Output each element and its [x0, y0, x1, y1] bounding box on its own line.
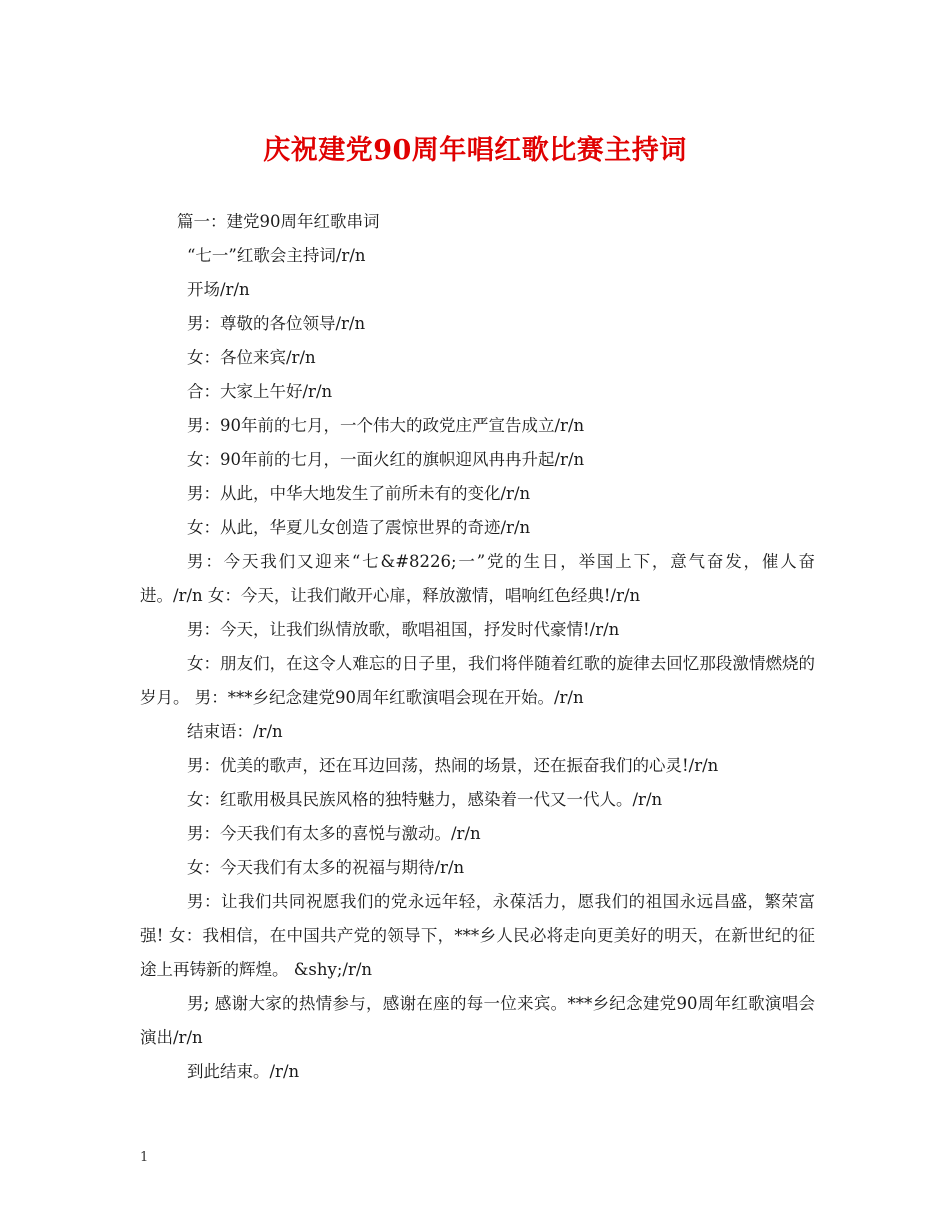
text-paragraph: 男; 感谢大家的热情参与，感谢在座的每一位来宾。***乡纪念建党90周年红歌演唱会演出/r/n — [140, 994, 815, 1047]
text-paragraph: 男：今天我们又迎来“七&#8226;一”党的生日，举国上下，意气奋发，催人奋进。/r/n 女：今天，让我们敞开心扉，释放激情，唱响红色经典!/r/n — [140, 552, 815, 605]
text-line: 男：90年前的七月，一个伟大的政党庄严宣告成立/r/n — [187, 416, 585, 435]
text-line: 男：尊敬的各位领导/r/n — [187, 314, 366, 333]
document-body — [140, 205, 815, 1089]
text-line: 合：大家上午好/r/n — [187, 382, 333, 401]
text-line: 女：今天我们有太多的祝福与期待/r/n — [187, 858, 465, 877]
text-line: 女：各位来宾/r/n — [187, 348, 316, 367]
document-title: 庆祝建党90周年唱红歌比赛主持词 — [263, 135, 687, 166]
section-heading: 篇一：建党90周年红歌串词 — [177, 212, 380, 231]
text-line: 女：红歌用极具民族风格的独特魅力，感染着一代又一代人。/r/n — [187, 790, 663, 809]
text-line: 男：今天，让我们纵情放歌，歌唱祖国，抒发时代豪情!/r/n — [187, 620, 620, 639]
text-line: “七一”红歌会主持词/r/n — [187, 246, 366, 265]
text-line: 男：优美的歌声，还在耳边回荡，热闹的场景，还在振奋我们的心灵!/r/n — [187, 756, 719, 775]
text-paragraph: 女：朋友们，在这令人难忘的日子里，我们将伴随着红歌的旋律去回忆那段激情燃烧的岁月。 男：***乡纪念建党90周年红歌演唱会现在开始。/r/n — [140, 654, 815, 707]
text-paragraph: 男：让我们共同祝愿我们的党永远年轻，永葆活力，愿我们的祖国永远昌盛，繁荣富强! 女：我相信，在中国共产党的领导下，***乡人民必将走向更美好的明天，在新世纪的征途上再铸新的辉煌。 &shy;/r/n — [140, 892, 815, 979]
text-line: 男：从此，中华大地发生了前所未有的变化/r/n — [187, 484, 531, 503]
text-line: 开场/r/n — [187, 280, 250, 299]
text-line: 女：从此，华夏儿女创造了震惊世界的奇迹/r/n — [187, 518, 531, 537]
text-line: 结束语：/r/n — [187, 722, 283, 741]
text-line: 到此结束。/r/n — [187, 1062, 300, 1081]
text-line: 女：90年前的七月，一面火红的旗帜迎风冉冉升起/r/n — [187, 450, 585, 469]
page-number: 1 — [140, 1150, 149, 1165]
text-line: 男：今天我们有太多的喜悦与激动。/r/n — [187, 824, 481, 843]
